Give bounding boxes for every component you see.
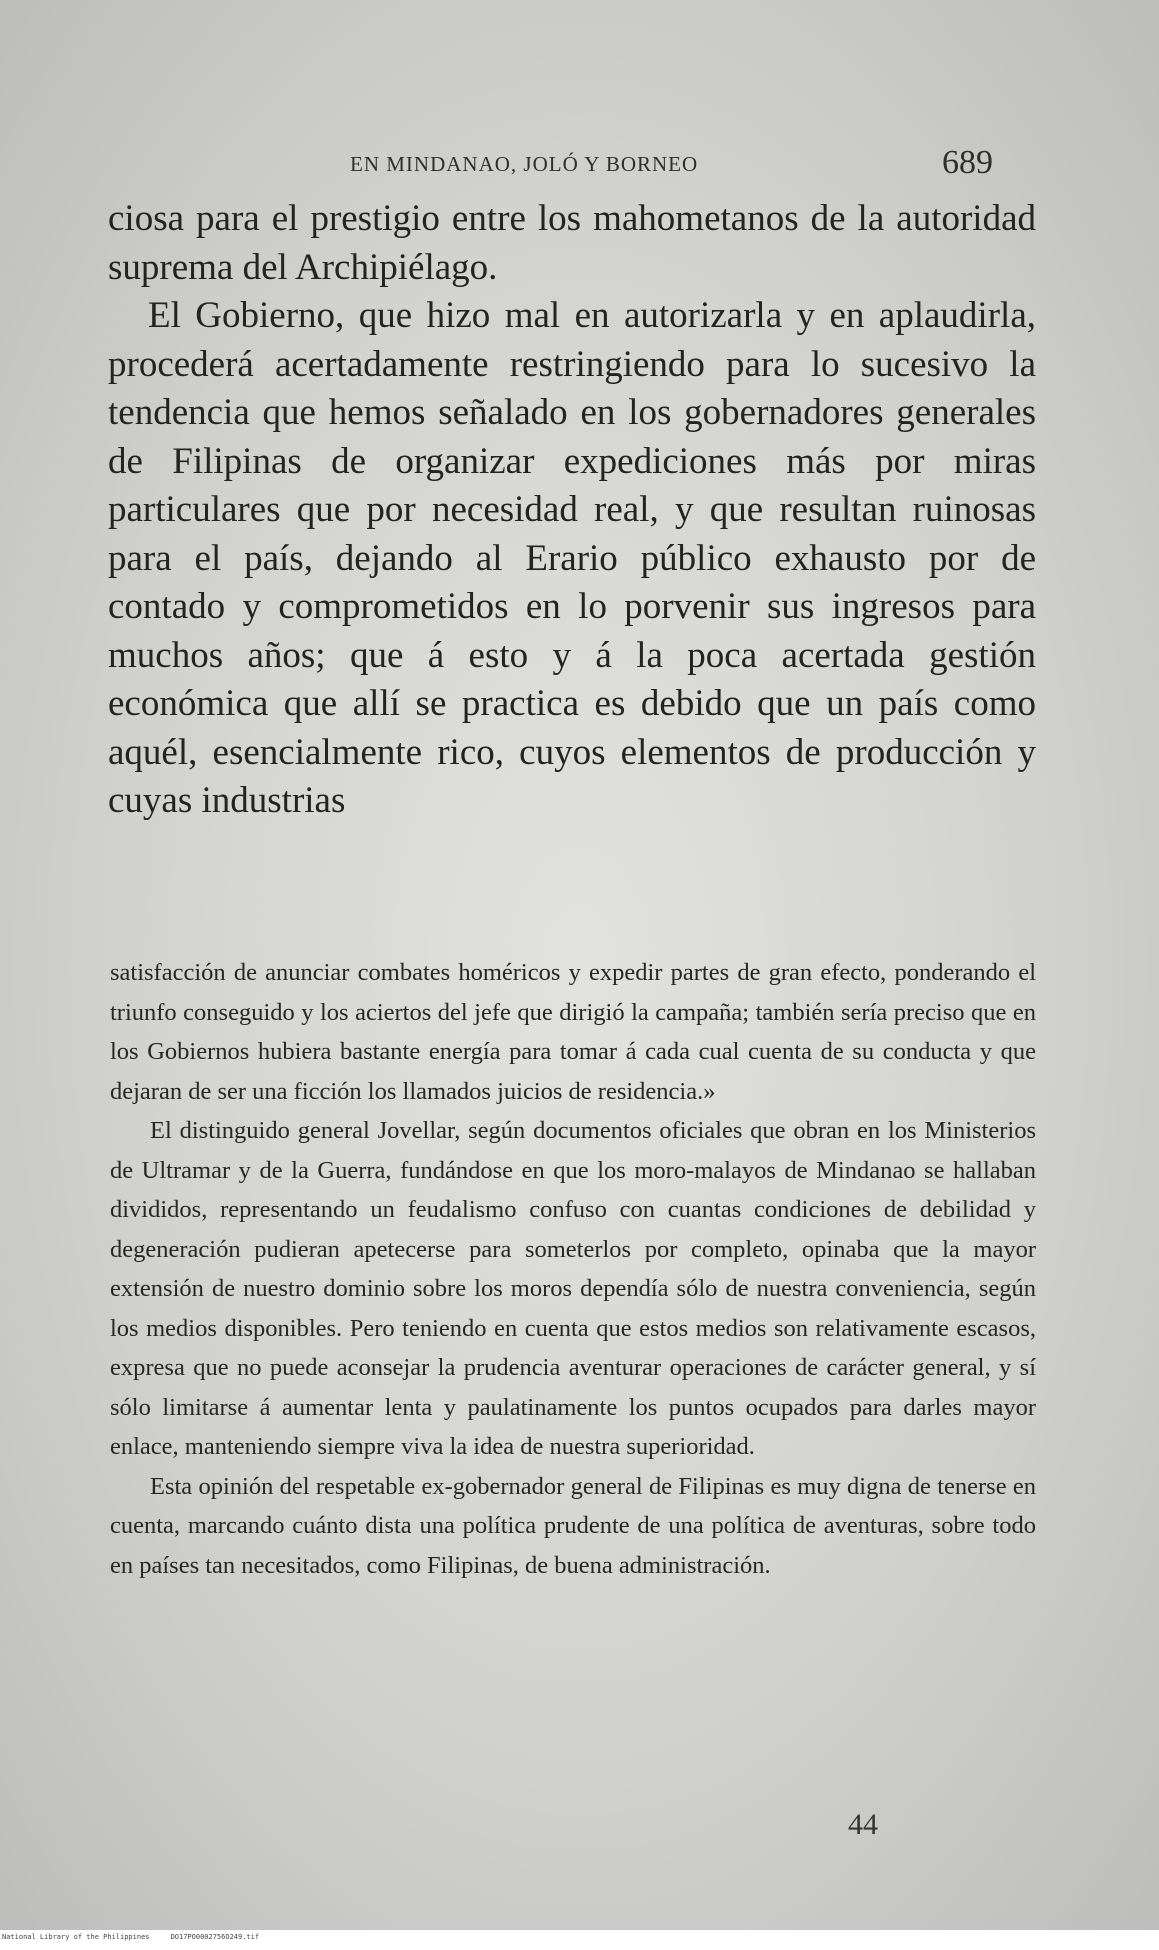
scan-footer-text: National Library of the Philippines DO17PO0002756O249.tif [2,1933,260,1941]
scan-footer [0,1930,1159,1950]
running-head: EN MINDANAO, JOLÓ Y BORNEO [350,152,699,176]
footnote-paragraph-1: satisfacción de anunciar combates homéricos y expedir partes de gran efecto, ponderando el triunfo conseguido y los aciertos del jefe que dirigió la campaña; también sería preciso que en los Gobiernos hubiera bastante energía para tomar á cada cual cuenta de su conducta y que dejaran de ser una ficción los llamados juicios de residencia.» [110,959,1036,1105]
page-number: 689 [942,144,993,181]
paragraph-1: ciosa para el prestigio entre los mahometanos de la autoridad suprema del Archipiélago. [108,198,1036,288]
page-header [0,144,1159,192]
footnotes [110,953,1036,1585]
paragraph-2: El Gobierno, que hizo mal en autorizarla y en aplaudirla, procederá acertadamente restringiendo para lo sucesivo la tendencia que hemos señalado en los gobernadores generales de Filipinas de organizar expediciones más por miras particulares que por necesidad real, y que resultan ruinosas para el país, dejando al Erario público exhausto por de contado y comprometidos en lo porvenir sus ingresos para muchos años; que á esto y á la poca acertada gestión económica que allí se practica es debido que un país como aquél, esencialmente rico, cuyos elementos de producción y cuyas industrias [108,295,1036,821]
main-text [108,195,1036,826]
footnote-paragraph-3: Esta opinión del respetable ex-gobernador general de Filipinas es muy digna de tenerse en cuenta, marcando cuánto dista una política prudente de una política de aventuras, sobre todo en países tan necesitados, como Filipinas, de buena administración. [110,1472,1036,1579]
signature-mark: 44 [848,1808,878,1841]
footnote-paragraph-2: El distinguido general Jovellar, según documentos oficiales que obran en los Ministerios de Ultramar y de la Guerra, fundándose en que los moro-malayos de Mindanao se hallaban divididos, representando un feudalismo confuso con cuantas condiciones de debilidad y degeneración pudieran apetecerse para someterlos por completo, opinaba que la mayor extensión de nuestro dominio sobre los moros dependía sólo de nuestra conveniencia, según los medios disponibles. Pero teniendo en cuenta que estos medios son relativamente escasos, expresa que no puede aconsejar la prudencia aventurar operaciones de carácter general, y sí sólo limitarse á aumentar lenta y paulatinamente los puntos ocupados para darles mayor enlace, manteniendo siempre viva la idea de nuestra superioridad. [110,1117,1036,1460]
